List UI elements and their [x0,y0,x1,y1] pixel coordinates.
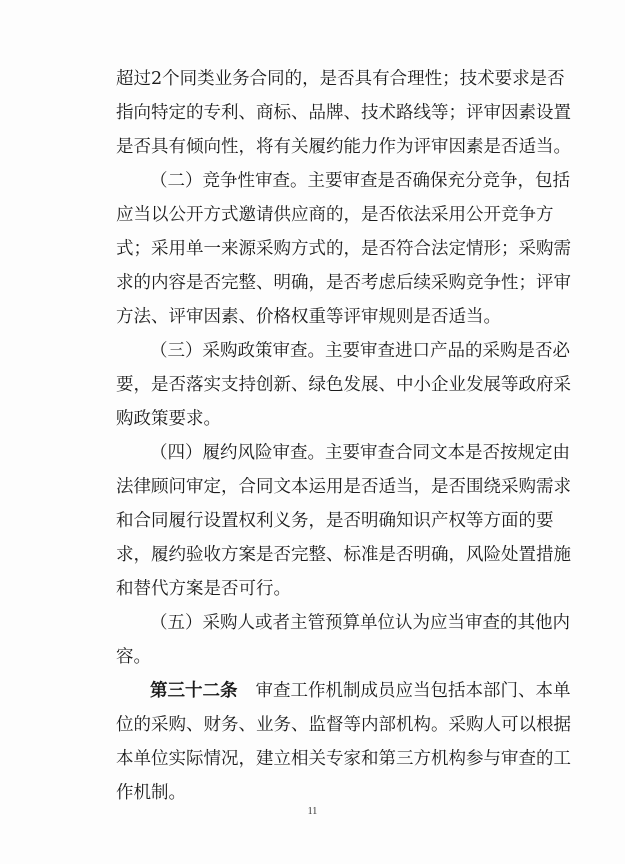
text-line: 应当以公开方式邀请供应商的，是否依法采用公开竞争方 [116,205,554,225]
article-text: 审查工作机制成员应当包括本部门、本单 [255,681,571,701]
text-line: 作机制。 [116,783,186,803]
text-line: （三）采购政策审查。主要审查进口产品的采购是否必 [150,341,570,361]
text-line: 超过2个同类业务合同的，是否具有合理性；技术要求是否 [116,69,565,89]
text-line: 和合同履行设置权利义务，是否明确知识产权等方面的要 [116,511,554,531]
page-number: 11 [307,806,318,817]
text-line: 要，是否落实支持创新、绿色发展、中小企业发展等政府采 [116,375,571,395]
text-line: （二）竞争性审查。主要审查是否确保充分竞争，包括 [150,171,570,191]
text-line: 法律顾问审定，合同文本运用是否适当，是否围绕采购需求 [116,477,571,497]
text-line: 是否具有倾向性，将有关履约能力作为评审因素是否适当。 [116,137,571,157]
text-line: 指向特定的专利、商标、品牌、技术路线等；评审因素设置 [116,103,571,123]
text-line: （五）采购人或者主管预算单位认为应当审查的其他内 [150,613,570,633]
article-title: 第三十二条 [150,681,238,701]
article-first-line [150,674,571,708]
text-line: 方法、评审因素、价格权重等评审规则是否适当。 [116,307,501,327]
text-line: 位的采购、财务、业务、监督等内部机构。采购人可以根据 [116,715,571,735]
text-line: 本单位实际情况，建立相关专家和第三方机构参与审查的工 [116,749,571,769]
text-line: 求的内容是否完整、明确，是否考虑后续采购竞争性；评审 [116,273,571,293]
text-line: 式；采用单一来源采购方式的，是否符合法定情形；采购需 [116,239,571,259]
text-line: 购政策要求。 [116,409,221,429]
text-line: 容。 [116,647,151,667]
text-line: 求，履约验收方案是否完整、标准是否明确，风险处置措施 [116,545,571,565]
text-line: （四）履约风险审查。主要审查合同文本是否按规定由 [150,443,570,463]
text-line: 和替代方案是否可行。 [116,579,291,599]
